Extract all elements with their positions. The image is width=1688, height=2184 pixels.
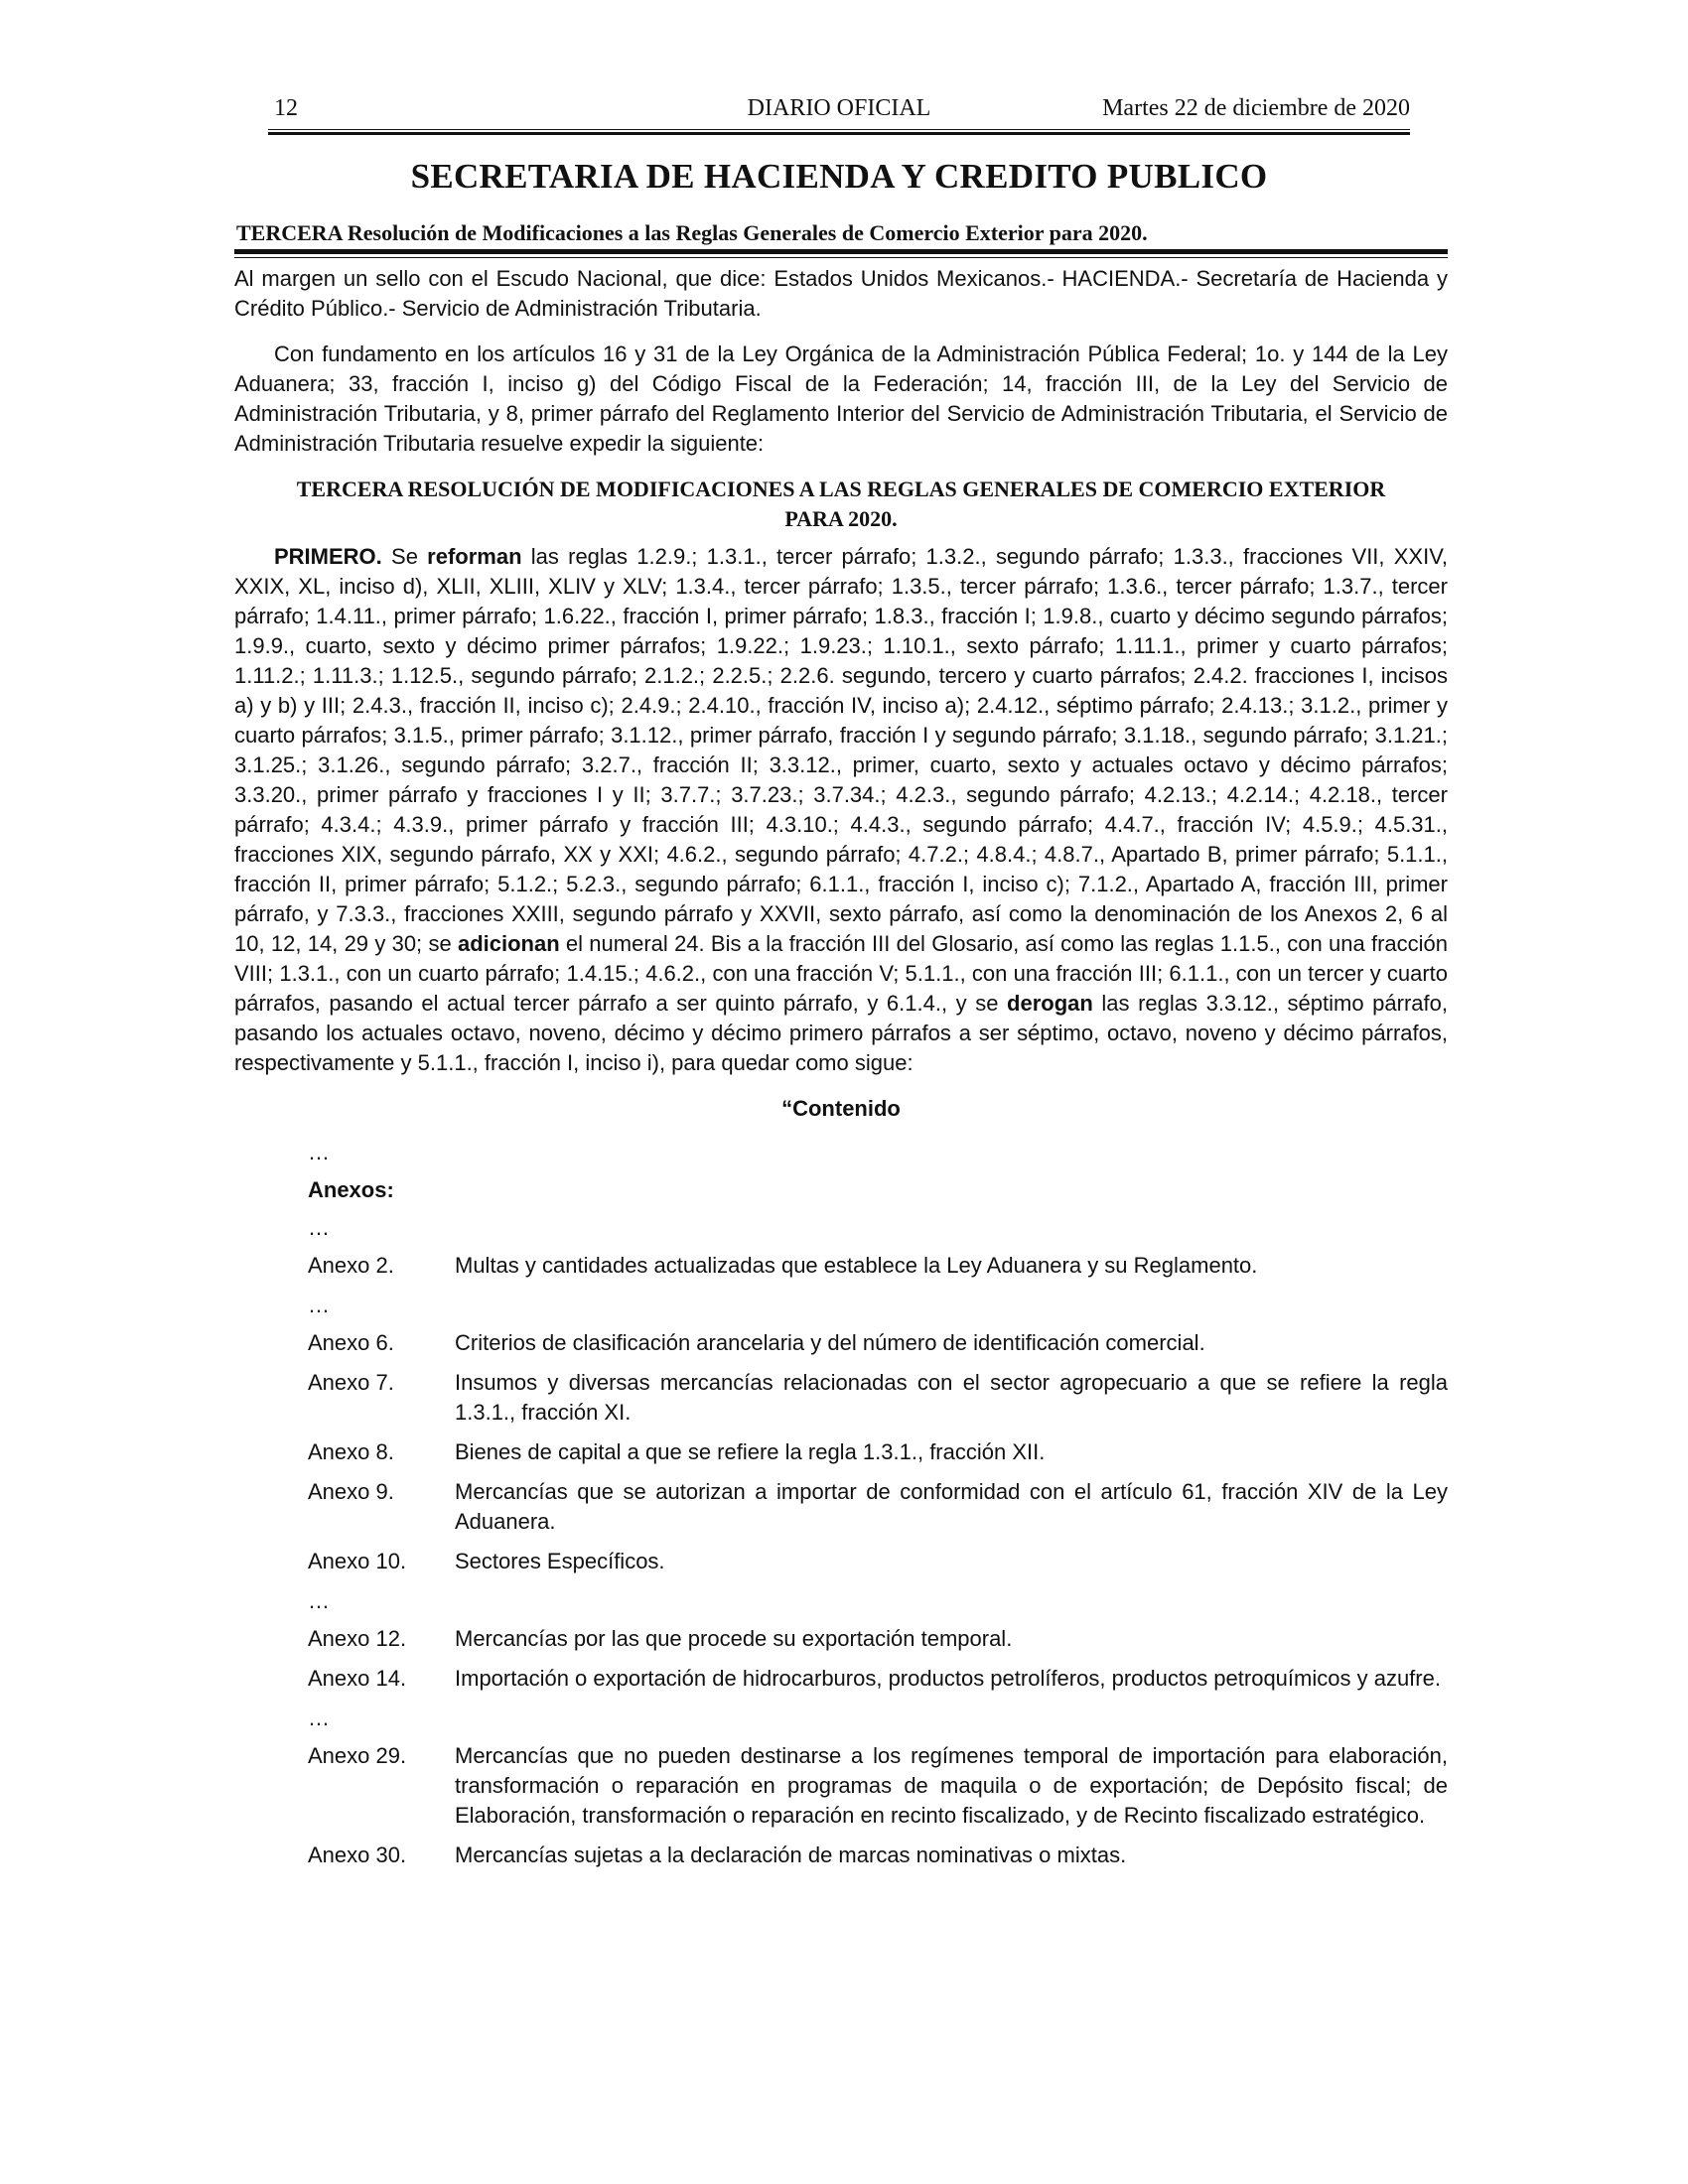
anexo-row	[308, 1328, 1448, 1358]
adicionan-keyword: adicionan	[457, 931, 560, 956]
ellipsis: …	[308, 1140, 330, 1164]
anexo-description: Sectores Específicos.	[455, 1549, 665, 1573]
anexo-row	[308, 1251, 1448, 1281]
publication-date: Martes 22 de diciembre de 2020	[1102, 95, 1410, 121]
page-header	[268, 95, 1410, 129]
page-number: 12	[274, 95, 298, 121]
anexo-number: Anexo 14.	[308, 1666, 407, 1691]
primero-text-3: el numeral 24. Bis a la fracción III del Glosario, así como las reglas 1.1.5., con una fracción VIII; 1.3.1., con un cuarto párrafo; 1.4.15.; 4.6.2., con una fracción V; 5.1.1., con una fracción III; 6.1.1., con un tercer y cuarto párrafos, pasando el actual tercer párrafo a ser quinto párrafo, y 6.1.4., y se	[234, 931, 1448, 1016]
anexo-number: Anexo 6.	[308, 1330, 394, 1355]
ellipsis: …	[308, 1706, 330, 1730]
resolution-title: TERCERA RESOLUCIÓN DE MODIFICACIONES A LAS REGLAS GENERALES DE COMERCIO EXTERIOR PARA 2020.	[296, 477, 1386, 531]
primero-text-2: las reglas 1.2.9.; 1.3.1., tercer párrafo; 1.3.2., segundo párrafo; 1.3.3., fracciones VII, XXIV, XXIX, XL, inciso d), XLII, XLIII, XLIV y XLV; 1.3.4., tercer párrafo; 1.3.5., tercer párrafo; 1.3.6., tercer párrafo; 1.3.7., tercer párrafo; 1.4.11., primer párrafo; 1.6.22., fracción I, primer párrafo; 1.8.3., fracción I; 1.9.8., cuarto y décimo segundo párrafos; 1.9.9., cuarto, sexto y décimo primer párrafos; 1.9.22.; 1.9.23.; 1.10.1., sexto párrafo; 1.11.1., primer y cuarto párrafos; 1.11.2.; 1.11.3.; 1.12.5., segundo párrafo; 2.1.2.; 2.2.5.; 2.2.6. segundo, tercero y cuarto párrafos; 2.4.2. fracciones I, incisos a) y b) y III; 2.4.3., fracción II, inciso c); 2.4.9.; 2.4.10., fracción IV, inciso a); 2.4.12., séptimo párrafo; 2.4.13.; 3.1.2., primer y cuarto párrafos; 3.1.5., primer párrafo; 3.1.12., primer párrafo, fracción I y segundo párrafo; 3.1.18., segundo párrafo; 3.1.21.; 3.1.25.; 3.1.26., segundo párrafo; 3.2.7., fracción II; 3.3.12., primer, cuarto, sexto y actuales octavo y décimo párrafos; 3.3.20., primer párrafo y fracciones I y II; 3.7.7.; 3.7.23.; 3.7.34.; 4.2.3., segundo párrafo; 4.2.13.; 4.2.14.; 4.2.18., tercer párrafo; 4.3.4.; 4.3.9., primer párrafo y fracción III; 4.3.10.; 4.4.3., segundo párrafo; 4.4.7., fracción IV; 4.5.9.; 4.5.31., fracciones XIX, segundo párrafo, XX y XXI; 4.6.2., segundo párrafo; 4.7.2.; 4.8.4.; 4.8.7., Apartado B, primer párrafo; 5.1.1., fracción II, primer párrafo; 5.1.2.; 5.2.3., segundo párrafo; 6.1.1., fracción I, inciso c); 7.1.2., Apartado A, fracción III, primer párrafo, y 7.3.3., fracciones XXIII, segundo párrafo y XXVII, sexto párrafo, así como la denominación de los Anexos 2, 6 al 10, 12, 14, 29 y 30; se	[234, 544, 1448, 956]
anexo-row	[308, 1624, 1448, 1654]
anexo-number: Anexo 30.	[308, 1843, 407, 1867]
seal-paragraph: Al margen un sello con el Escudo Nacional, que dice: Estados Unidos Mexicanos.- HACIENDA.- Secretaría de Hacienda y Crédito Público.- Servicio de Administración Tributaria.	[234, 266, 1448, 321]
publication-name: DIARIO OFICIAL	[747, 95, 931, 121]
anexo-description: Mercancías que no pueden destinarse a los regímenes temporal de importación para elaboración, transformación o reparación en programas de maquila o de exportación; de Depósito fiscal; de Elaboración, transformación o reparación en recinto fiscalizado, y de Recinto fiscalizado estratégico.	[455, 1743, 1448, 1828]
primero-text-4: las reglas 3.3.12., séptimo párrafo, pasando los actuales octavo, noveno, décimo y décimo primero párrafos a ser séptimo, octavo, noveno y décimo párrafos, respectivamente y 5.1.1., fracción I, inciso i), para quedar como sigue:	[234, 991, 1448, 1075]
fundamento-paragraph: Con fundamento en los artículos 16 y 31 de la Ley Orgánica de la Administración Pública Federal; 1o. y 144 de la Ley Aduanera; 33, fracción I, inciso g) del Código Fiscal de la Federación; 14, fracción III, de la Ley del Servicio de Administración Tributaria, y 8, primer párrafo del Reglamento Interior del Servicio de Administración Tributaria, el Servicio de Administración Tributaria resuelve expedir la siguiente:	[234, 341, 1448, 456]
reforman-keyword: reforman	[427, 544, 522, 569]
anexo-description: Criterios de clasificación arancelaria y del número de identificación comercial.	[455, 1330, 1205, 1355]
anexo-description: Insumos y diversas mercancías relacionadas con el sector agropecuario a que se refiere la regla 1.3.1., fracción XI.	[455, 1370, 1448, 1425]
ellipsis: …	[308, 1588, 330, 1613]
ellipsis: …	[308, 1293, 330, 1317]
anexos-list	[308, 1138, 1448, 1870]
anexo-row	[308, 1741, 1448, 1831]
anexo-number: Anexo 29.	[308, 1743, 407, 1768]
document-body	[234, 264, 1448, 1880]
contenido-title: “Contenido	[781, 1096, 901, 1121]
document-subtitle: TERCERA Resolución de Modificaciones a las Reglas Generales de Comercio Exterior para 2020.	[236, 220, 1148, 245]
anexo-description: Mercancías por las que procede su exportación temporal.	[455, 1626, 1013, 1651]
header-divider	[268, 129, 1410, 135]
section-title: SECRETARIA DE HACIENDA Y CREDITO PUBLICO	[410, 157, 1268, 196]
anexo-row	[308, 1841, 1448, 1870]
primero-paragraph	[234, 542, 1448, 1078]
anexo-row	[308, 1547, 1448, 1576]
anexo-number: Anexo 7.	[308, 1370, 394, 1395]
anexo-description: Bienes de capital a que se refiere la regla 1.3.1., fracción XII.	[455, 1439, 1046, 1464]
anexo-description: Importación o exportación de hidrocarburos, productos petrolíferos, productos petroquímicos y azufre.	[455, 1666, 1441, 1691]
anexo-number: Anexo 10.	[308, 1549, 407, 1573]
primero-text-1: Se	[381, 544, 428, 569]
title-divider-thin	[234, 257, 1448, 258]
anexo-number: Anexo 2.	[308, 1253, 394, 1278]
anexo-row	[308, 1664, 1448, 1694]
anexo-row	[308, 1477, 1448, 1537]
anexo-row	[308, 1437, 1448, 1467]
anexo-description: Multas y cantidades actualizadas que establece la Ley Aduanera y su Reglamento.	[455, 1253, 1258, 1278]
primero-label: PRIMERO.	[274, 544, 382, 569]
anexo-number: Anexo 8.	[308, 1439, 394, 1464]
anexo-number: Anexo 12.	[308, 1626, 407, 1651]
derogan-keyword: derogan	[1007, 991, 1093, 1016]
ellipsis: …	[308, 1215, 330, 1240]
title-divider-thick	[234, 249, 1448, 254]
anexo-description: Mercancías sujetas a la declaración de marcas nominativas o mixtas.	[455, 1843, 1127, 1867]
anexo-description: Mercancías que se autorizan a importar de conformidad con el artículo 61, fracción XIV de la Ley Aduanera.	[455, 1479, 1448, 1534]
anexo-number: Anexo 9.	[308, 1479, 394, 1504]
anexos-label: Anexos:	[308, 1177, 394, 1202]
anexo-row	[308, 1368, 1448, 1428]
